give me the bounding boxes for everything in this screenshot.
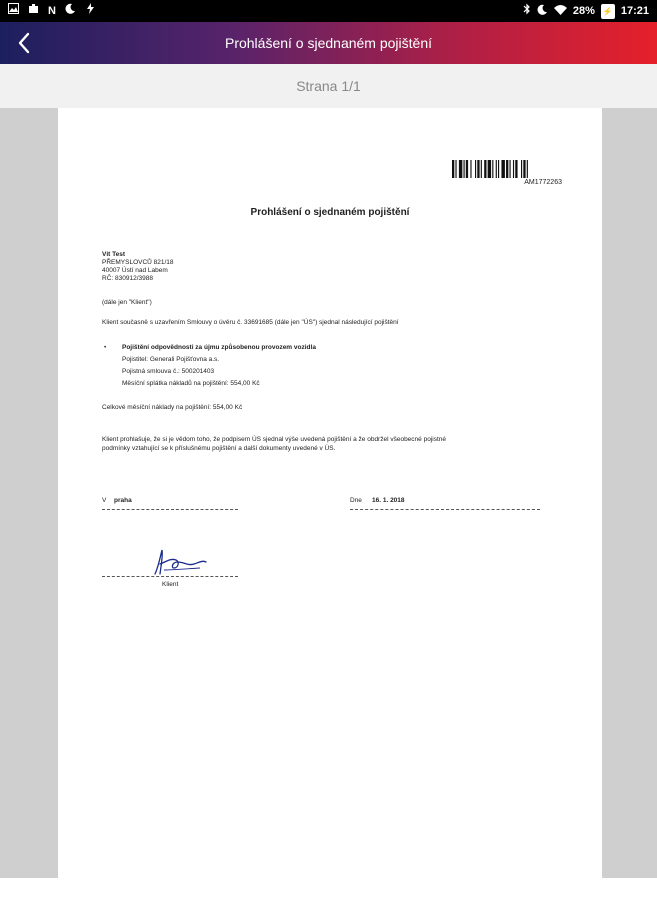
status-icons-right [523, 3, 649, 20]
page-title: Prohlášení o sjednaném pojištění [224, 35, 433, 51]
battery-icon: ⚡ [601, 4, 615, 19]
barcode-image [452, 160, 562, 178]
moon-icon [65, 3, 76, 18]
insurance-policy: Pojistná smlouva č.: 500201403 [122, 368, 215, 375]
bottom-area [0, 878, 657, 900]
signature-label: Klient [162, 581, 179, 588]
client-name: Vít Test [102, 251, 125, 258]
client-city: 40007 Ústí nad Labem [102, 267, 168, 274]
client-alias: (dále jen "Klient") [102, 299, 152, 306]
insurance-name: Pojištění odpovědnosti za újmu způsobenou provozem vozidla [122, 344, 316, 351]
flash-icon [85, 3, 96, 18]
wifi-icon [554, 4, 567, 20]
bluetooth-icon [523, 3, 531, 20]
document-page [58, 108, 602, 878]
moon-icon [537, 4, 548, 20]
insurance-monthly: Měsíční splátka nákladů na pojištění: 554,00 Kč [122, 380, 260, 387]
barcode-number: AM1772263 [524, 179, 562, 186]
client-rc: RČ: 830912/3988 [102, 275, 153, 282]
declaration-line-2: podmínky vztahující se k příslušnému pojištění a další dokumenty uvedené v ÚS. [102, 445, 336, 452]
place-label: V [102, 497, 107, 504]
document-title: Prohlášení o sjednaném pojištění [250, 207, 410, 218]
pdf-viewer[interactable] [0, 108, 657, 878]
date-value: 16. 1. 2018 [372, 497, 405, 504]
status-icons-left [8, 3, 96, 18]
signature-line [102, 576, 238, 577]
n-letter-icon: N [48, 4, 56, 17]
place-value: praha [114, 497, 132, 504]
insurance-insurer: Pojistitel: Generali Pojišťovna a.s. [122, 356, 220, 363]
app-bar [0, 22, 657, 64]
intro-text: Klient současně s uzavřením Smlouvy o úvěru č. 33691685 (dále jen "ÚS") sjednal následující pojištění [102, 319, 399, 326]
battery-percent: 28% [572, 5, 595, 17]
date-line [350, 509, 540, 510]
image-icon [8, 3, 19, 18]
client-street: PŘEMYSLOVCŮ 821/18 [102, 259, 174, 266]
bullet-point: • [104, 344, 107, 351]
date-label: Dne [350, 497, 362, 504]
total-costs: Celkové měsíční náklady na pojištění: 554,00 Kč [102, 404, 243, 411]
place-line [102, 509, 238, 510]
puzzle-icon [28, 3, 39, 18]
declaration-line-1: Klient prohlašuje, že si je vědom toho, že podpisem ÚS sjednal výše uvedená pojištění a že obdržel všeobecné pojistné [102, 436, 446, 443]
page-indicator: Strana 1/1 [0, 64, 657, 108]
status-bar [0, 0, 657, 22]
clock-time: 17:21 [620, 5, 649, 17]
signature-image [152, 544, 212, 578]
